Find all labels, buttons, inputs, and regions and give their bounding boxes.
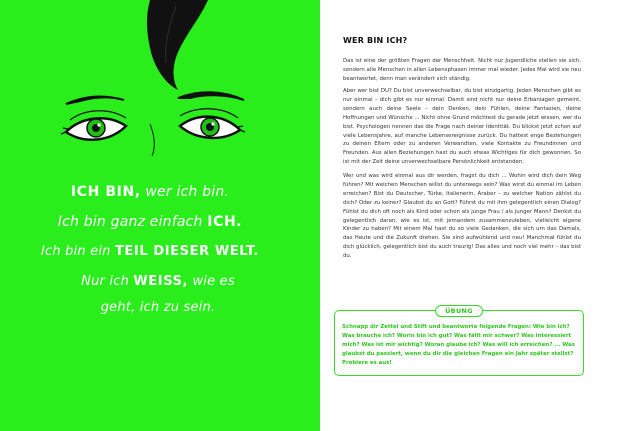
- quote-bold-teil: TEIL DIESER WELT.: [114, 244, 260, 259]
- quote-bold-ich-bin: ICH BIN,: [70, 184, 141, 200]
- quote-line-4: [8, 274, 308, 289]
- quote-text: Nur ich: [81, 274, 130, 289]
- quote-text: Ich bin ein: [40, 244, 111, 259]
- right-page: [320, 0, 640, 431]
- exercise-text: Schnapp dir Zettel und Stift und beantworte folgende Fragen: Wie bin ich? Was brauche ich? Worin bin ich gut? Was fällt mir schwer? Was interessiert mich? Was ist mir wichtig? Woran glaube ich? Was will ich erreichen? ... Was glaubst du passiert, wenn du dir die gleichen Fragen ein Jahr später stellst? Probiere es aus!: [342, 324, 575, 366]
- quote-text: wer ich bin.: [145, 184, 230, 200]
- exercise-label: ÜBUNG: [435, 305, 483, 317]
- quote-line-2: [0, 214, 300, 230]
- quote-line-3: [0, 244, 300, 259]
- quote-line-1: [0, 184, 300, 200]
- left-eye-glint: [97, 123, 100, 126]
- quote-text: wie es: [192, 274, 235, 289]
- quote-line-5: geht, ich zu sein.: [100, 300, 216, 315]
- quote-bold-ich: ICH.: [207, 214, 243, 230]
- quote-bold-weiss: WEISS,: [133, 274, 189, 289]
- exercise-box: [334, 307, 584, 376]
- body-paragraph: Wer und was wird einmal aus dir werden, fragst du dich ... Wohin wird dich dein Weg führen? Mit welchen Menschen willst du unterwegs sein? Was wirst du einmal im Leben erreichen? Bist du Deutscher, Türke, Italienerin, Araber – zu welcher Nation zählst du dich? Oder zu keiner? Glaubst du an Gott? Führst du mit ihm gelegentlich einen Dialog? Fühlst du dich oft noch als Kind oder schon als junge Frau / als junger Mann? Denkst du gelegentlich daran, wie es ist, mit jemandem zusammenzuleben, vielleicht eigene Kinder zu haben? Mit einem Mal hast du so viele Gedanken, die sich um das Damals, das Heute und die Zukunft drehen. Sie sind aufwühlend und neu! Manchmal fühlst du dich glücklich, gelegentlich bist du auch traurig! Das alles und noch viel mehr – das bist du.: [343, 173, 581, 260]
- quote-text: Ich bin ganz einfach: [57, 214, 203, 230]
- body-paragraph: Aber wer bist DU? Du bist unverwechselbar, du bist einzigartig. Jeden Menschen gibt es nur einmal – dich gibt es nur einmal. Damit sind nicht nur deine Erbanlagen gemeint, sondern auch deine Seele – dein Denken, dein Fühlen, deine Fantasien, deine Hoffnungen und Wünsche ... Nicht ohne Grund möchtest du gerade jetzt wissen, wer du bist. Psychologen nennen das die Frage nach deiner Identität. Du blickst jetzt schon auf viele Lebensjahre, auf manche Lebensereignisse zurück. Du hattest enge Beziehungen zu deinen Eltern oder zu anderen Verwandten, viele Kontakte zu Freundinnen und Freunden. Aus allen Beziehungen hast du auch etwas Wichtiges für dich gewonnen. So ist mit der Zeit deine unverwechselbare Persönlichkeit entstanden.: [343, 88, 581, 166]
- page-title: WER BIN ICH?: [343, 36, 408, 45]
- right-eye-glint: [211, 122, 214, 125]
- body-paragraph: Das ist eine der größten Fragen der Menschheit. Nicht nur Jugendliche stellen sie sich, sondern alle Menschen in allen Lebensphasen immer mal wieder. Jedes Mal wird sie neu beantwortet, denn man verändert sich ständig.: [343, 58, 581, 82]
